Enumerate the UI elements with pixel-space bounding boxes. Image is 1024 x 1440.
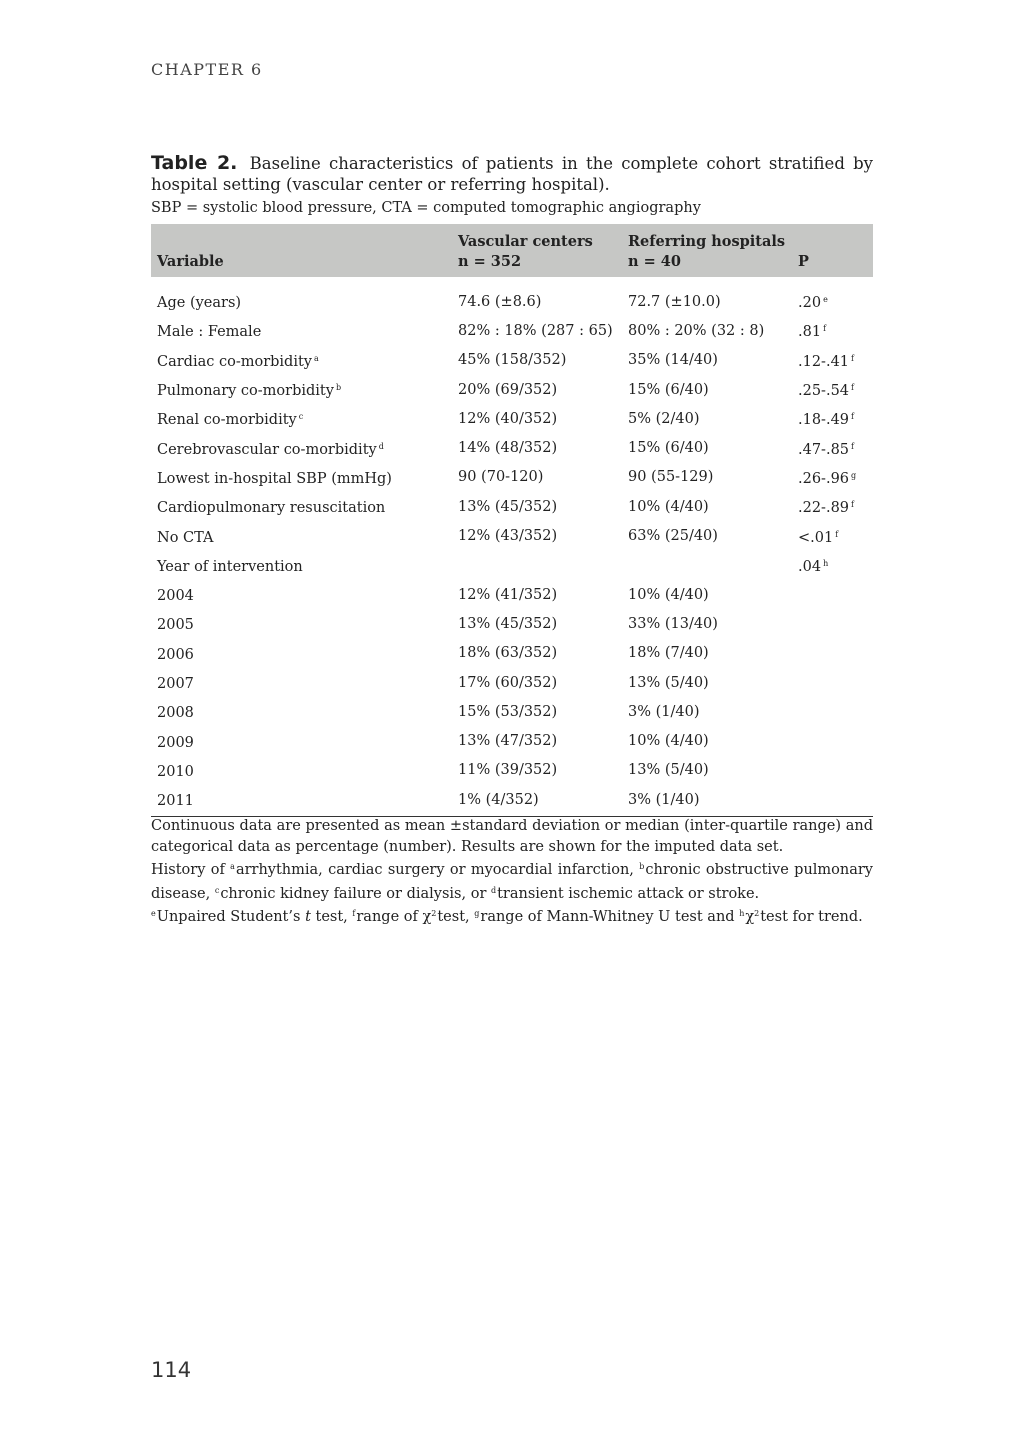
table-caption-text: Baseline characteristics of patients in the complete cohort stratified by hospital setting (vascular center or referring hospital). (151, 154, 874, 194)
cell-referring-hospitals-value: 15% (6/40) (628, 440, 709, 457)
cell-referring-hospitals (622, 756, 792, 785)
table-row (151, 375, 873, 404)
cell-variable-value: 2011 (157, 793, 194, 810)
table-label: Table 2. (151, 152, 238, 174)
header-referring-label: Referring hospitals (628, 233, 786, 250)
table-header (151, 224, 873, 277)
table-row (151, 404, 873, 433)
cell-p-value-footnote-marker: f (851, 353, 854, 363)
cell-referring-hospitals-value: 13% (5/40) (628, 674, 709, 691)
cell-variable-value: Age (years) (157, 295, 242, 312)
cell-vascular-centers (452, 375, 622, 404)
table-row (151, 668, 873, 697)
cell-vascular-centers-value: 15% (53/352) (458, 703, 558, 720)
cell-variable-footnote-marker: a (313, 353, 319, 363)
cell-vascular-centers-value: 82% : 18% (287 : 65) (458, 322, 613, 339)
cell-vascular-centers-value: 14% (48/352) (458, 440, 558, 457)
table-abbreviations: SBP = systolic blood pressure, CTA = computed tomographic angiography (151, 200, 701, 216)
footnote-g-text: range of Mann-Whitney U test and (480, 909, 735, 925)
header-p (792, 224, 873, 277)
table-row (151, 609, 873, 638)
footnote-c-marker: c (214, 885, 220, 895)
cell-referring-hospitals (622, 726, 792, 755)
cell-variable-value: 2007 (157, 676, 194, 692)
cell-referring-hospitals (622, 277, 792, 316)
cell-referring-hospitals (622, 785, 792, 817)
table-row (151, 346, 873, 375)
cell-variable-value: Cerebrovascular co-morbidity (157, 441, 377, 458)
cell-vascular-centers (452, 756, 622, 785)
footnote-a-text: arrhythmia, cardiac surgery or myocardial infarction, (235, 862, 634, 878)
cell-referring-hospitals-value: 80% : 20% (32 : 8) (628, 322, 765, 339)
cell-p-value-footnote-marker: h (823, 558, 829, 568)
cell-p-value (792, 580, 873, 609)
footnote-prefix: History of (151, 862, 225, 878)
cell-vascular-centers-value: 1% (4/352) (458, 791, 539, 808)
header-referring-hospitals (622, 224, 792, 277)
cell-p-value (792, 639, 873, 668)
cell-variable (151, 316, 452, 345)
footnote-h-text: χ (745, 909, 755, 925)
cell-referring-hospitals (622, 375, 792, 404)
table-row (151, 580, 873, 609)
table-row (151, 521, 873, 550)
footnote-e-marker: e (151, 909, 156, 918)
header-vascular-centers (452, 224, 622, 277)
cell-vascular-centers-value: 17% (60/352) (458, 674, 558, 691)
cell-vascular-centers (452, 316, 622, 345)
footnote-b-marker: b (639, 862, 645, 871)
table-footnotes (151, 816, 873, 928)
cell-p-value-footnote-marker: e (823, 295, 828, 305)
cell-vascular-centers (452, 609, 622, 638)
cell-variable-value: Renal co-morbidity (157, 412, 297, 429)
cell-variable-value: 2006 (157, 646, 194, 663)
cell-vascular-centers (452, 433, 622, 462)
cell-variable-value: Year of intervention (157, 558, 303, 575)
cell-variable-value: 2004 (157, 588, 194, 605)
cell-referring-hospitals (622, 580, 792, 609)
header-variable-label: Variable (157, 253, 224, 270)
table-row (151, 756, 873, 785)
cell-vascular-centers-value: 20% (69/352) (458, 381, 558, 398)
cell-variable-footnote-marker: d (378, 441, 384, 451)
cell-p-value-footnote-marker: f (823, 324, 827, 334)
table-row (151, 726, 873, 755)
cell-variable (151, 580, 452, 609)
header-vascular-label: Vascular centers (458, 233, 593, 250)
cell-variable (151, 433, 452, 462)
cell-variable-value: 2008 (157, 705, 194, 722)
cell-referring-hospitals (622, 668, 792, 697)
cell-variable-value: Male : Female (157, 324, 262, 341)
header-referring-n: n = 40 (628, 253, 681, 270)
footnote-a-marker: a (230, 862, 235, 871)
table-caption (151, 153, 873, 195)
header-p-label: P (798, 253, 809, 270)
cell-variable (151, 756, 452, 785)
cell-vascular-centers (452, 668, 622, 697)
footnote-f-marker: f (352, 909, 356, 918)
cell-variable (151, 785, 452, 817)
footnote-h-text-2: test for trend. (760, 909, 863, 925)
cell-p-value-value: .18-.49 (798, 412, 850, 429)
cell-vascular-centers (452, 521, 622, 550)
cell-variable-value: Lowest in-hospital SBP (mmHg) (157, 470, 392, 487)
cell-p-value (792, 756, 873, 785)
cell-referring-hospitals (622, 492, 792, 521)
cell-referring-hospitals-value: 33% (13/40) (628, 615, 718, 632)
cell-p-value-footnote-marker: f (851, 383, 854, 393)
cell-vascular-centers (452, 346, 622, 375)
header-vascular-n: n = 352 (458, 253, 522, 270)
cell-variable (151, 639, 452, 668)
cell-vascular-centers (452, 277, 622, 316)
cell-variable (151, 404, 452, 433)
baseline-characteristics-table (151, 224, 873, 817)
cell-referring-hospitals-value: 72.7 (±10.0) (628, 293, 721, 310)
cell-referring-hospitals (622, 433, 792, 462)
table-header-row (151, 224, 873, 277)
cell-variable-value: 2005 (157, 617, 194, 634)
cell-variable-value: 2010 (157, 763, 194, 780)
cell-variable-footnote-marker: b (335, 383, 342, 393)
cell-variable-footnote-marker: c (298, 412, 304, 422)
table-row (151, 639, 873, 668)
cell-vascular-centers-value: 18% (63/352) (458, 645, 558, 662)
cell-vascular-centers-value: 45% (158/352) (458, 352, 567, 369)
cell-p-value-value: .12-.41 (798, 353, 850, 370)
cell-referring-hospitals-value: 5% (2/40) (628, 410, 700, 427)
footnote-d-marker: d (490, 885, 497, 895)
cell-p-value-footnote-marker: f (851, 500, 854, 510)
running-head: CHAPTER 6 (151, 60, 263, 79)
footnote-g-marker: g (474, 909, 480, 918)
table-row (151, 492, 873, 521)
cell-vascular-centers-value: 12% (41/352) (458, 586, 558, 603)
footnote-e-text: Unpaired Student’s (156, 909, 301, 925)
cell-p-value-value: .47-.85 (798, 441, 850, 458)
page-number: 114 (151, 1358, 192, 1382)
footnote-f-exponent: 2 (431, 909, 437, 918)
cell-referring-hospitals (622, 521, 792, 550)
cell-p-value-value: .22-.89 (798, 500, 850, 517)
table-row (151, 433, 873, 462)
cell-referring-hospitals-value: 15% (6/40) (628, 381, 709, 398)
cell-referring-hospitals-value: 10% (4/40) (628, 586, 709, 603)
cell-referring-hospitals-value: 90 (55-129) (628, 469, 714, 486)
cell-referring-hospitals-value: 63% (25/40) (628, 528, 718, 545)
footnote-h-exponent: 2 (754, 909, 760, 918)
cell-p-value (792, 668, 873, 697)
cell-vascular-centers (452, 697, 622, 726)
cell-vascular-centers-value: 74.6 (±8.6) (458, 293, 542, 310)
cell-p-value (792, 375, 873, 404)
footnote-f-text-2: test, (437, 909, 470, 925)
cell-vascular-centers (452, 463, 622, 492)
table-row (151, 785, 873, 817)
cell-variable (151, 492, 452, 521)
cell-p-value-value: .25-.54 (798, 383, 850, 400)
cell-vascular-centers (452, 639, 622, 668)
cell-variable (151, 375, 452, 404)
table-row (151, 551, 873, 580)
cell-referring-hospitals (622, 346, 792, 375)
cell-variable (151, 277, 452, 316)
cell-p-value (792, 521, 873, 550)
cell-variable (151, 463, 452, 492)
cell-variable-value: No CTA (157, 529, 214, 546)
cell-referring-hospitals (622, 697, 792, 726)
footnote-statistical-tests (151, 904, 873, 928)
cell-p-value (792, 463, 873, 492)
cell-vascular-centers (452, 726, 622, 755)
footnote-f-text: range of χ (356, 909, 432, 925)
cell-p-value-footnote-marker: f (851, 412, 854, 422)
cell-p-value (792, 697, 873, 726)
footnote-data-description: Continuous data are presented as mean ±standard deviation or median (inter-quartile range) and categorical data as percentage (number). Results are shown for the imputed data set. (151, 818, 873, 855)
footnote-d-text: transient ischemic attack or stroke. (497, 885, 760, 902)
footnote-h-marker: h (739, 909, 745, 918)
cell-variable-value: Cardiac co-morbidity (157, 353, 312, 370)
cell-p-value-footnote-marker: f (851, 441, 854, 451)
cell-referring-hospitals-value: 13% (5/40) (628, 762, 709, 779)
cell-p-value (792, 404, 873, 433)
cell-vascular-centers-value: 13% (45/352) (458, 615, 558, 632)
cell-referring-hospitals-value: 10% (4/40) (628, 733, 709, 750)
table-row (151, 316, 873, 345)
footnote-c-text: chronic kidney failure or dialysis, or (220, 885, 487, 902)
cell-p-value (792, 785, 873, 817)
cell-p-value (792, 316, 873, 345)
cell-variable (151, 697, 452, 726)
cell-referring-hospitals-value: 10% (4/40) (628, 498, 709, 515)
cell-vascular-centers (452, 551, 622, 580)
cell-referring-hospitals (622, 316, 792, 345)
table-row (151, 697, 873, 726)
cell-vascular-centers (452, 580, 622, 609)
cell-vascular-centers (452, 785, 622, 817)
header-variable (151, 224, 452, 277)
cell-referring-hospitals-value: 35% (14/40) (628, 352, 718, 369)
cell-p-value (792, 609, 873, 638)
cell-vascular-centers-value: 13% (45/352) (458, 498, 558, 515)
cell-referring-hospitals (622, 404, 792, 433)
cell-referring-hospitals (622, 609, 792, 638)
cell-p-value-footnote-marker: f (835, 529, 839, 539)
cell-variable (151, 668, 452, 697)
cell-variable (151, 726, 452, 755)
cell-variable (151, 551, 452, 580)
footnote-t-italic: t (305, 909, 311, 925)
cell-p-value (792, 492, 873, 521)
footnote-comorbidity-definitions (151, 857, 873, 904)
cell-vascular-centers (452, 492, 622, 521)
cell-variable-value: Cardiopulmonary resuscitation (157, 500, 386, 517)
cell-variable-value: Pulmonary co-morbidity (157, 383, 334, 400)
table-body (151, 277, 873, 817)
cell-p-value-footnote-marker: g (851, 470, 857, 480)
cell-p-value-value: .04 (798, 558, 822, 575)
cell-p-value-value: .20 (798, 295, 822, 312)
cell-vascular-centers-value: 13% (47/352) (458, 733, 558, 750)
cell-referring-hospitals-value: 3% (1/40) (628, 703, 700, 720)
cell-p-value (792, 433, 873, 462)
cell-p-value-value: <.01 (798, 529, 834, 546)
cell-referring-hospitals (622, 639, 792, 668)
table-row (151, 277, 873, 316)
footnote-e-text-2: test, (315, 909, 348, 925)
cell-vascular-centers-value: 12% (43/352) (458, 528, 558, 545)
cell-variable (151, 609, 452, 638)
cell-referring-hospitals (622, 463, 792, 492)
cell-variable (151, 521, 452, 550)
cell-referring-hospitals (622, 551, 792, 580)
footnote-b-text: chronic obstructive pulmonary disease, (151, 862, 873, 902)
cell-variable (151, 346, 452, 375)
cell-p-value (792, 346, 873, 375)
cell-vascular-centers-value: 12% (40/352) (458, 410, 558, 427)
cell-p-value (792, 551, 873, 580)
cell-referring-hospitals-value: 18% (7/40) (628, 645, 709, 662)
cell-p-value (792, 277, 873, 316)
cell-p-value (792, 726, 873, 755)
cell-p-value-value: .26-.96 (798, 470, 850, 487)
cell-variable-value: 2009 (157, 734, 194, 751)
cell-vascular-centers-value: 11% (39/352) (458, 762, 558, 779)
cell-vascular-centers-value: 90 (70-120) (458, 469, 544, 486)
cell-vascular-centers (452, 404, 622, 433)
cell-p-value-value: .81 (798, 324, 822, 341)
table-row (151, 463, 873, 492)
cell-referring-hospitals-value: 3% (1/40) (628, 791, 700, 808)
